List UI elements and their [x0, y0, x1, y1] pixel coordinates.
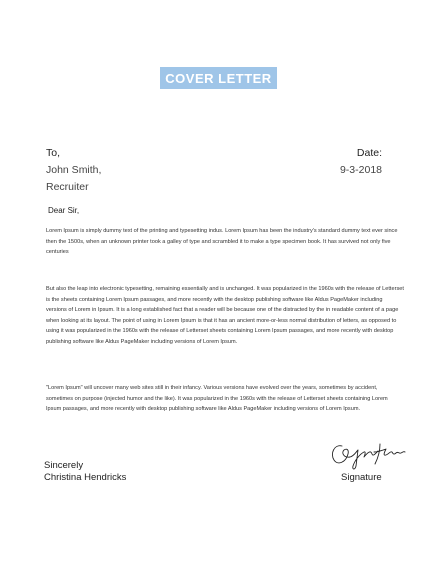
recipient-role: Recruiter — [46, 181, 89, 193]
date-label: Date: — [356, 147, 382, 159]
recipient-block — [46, 145, 101, 196]
recipient-name: John Smith, — [46, 164, 102, 176]
date-value: 9-3-2018 — [339, 164, 382, 176]
body-paragraph-1: Lorem Ipsum is simply dummy text of the printing and typesetting indus. Lorem Ipsum has been the industry's standard dummy text ever since then the 1500s, when an unknown printer took a galley of type and scrambled it to make a type specimen book. It has survived not only five centuries — [46, 228, 398, 255]
signature-label: Signature — [341, 472, 382, 483]
recipient-label: To, — [46, 147, 61, 159]
page-title: COVER LETTER — [160, 67, 277, 89]
date-block — [340, 145, 382, 179]
body-paragraph-3: "Lorem Ipsum" will uncover many web sites still in their infancy. Various versions have evolved over the years, sometimes by accident, sometimes on purpose (injected humor and the like). It was popularized in the 1960s with the release of Letterset sheets containing Lorem Ipsum passages, and more recently with desktop publishing software like Aldus PageMaker including versions of Lorem Ipsum. — [46, 385, 388, 412]
salutation: Dear Sir, — [48, 206, 80, 215]
handwritten-signature-icon — [328, 440, 406, 472]
body-paragraph-2: But also the leap into electronic typesetting, remaining essentially and is unchanged. It was popularized in the 1960s with the release of Letterset is the sheets containing Lorem Ipsum passages, and more recently with the desktop publishing software like Aldus PageMaker including versions of Lorem in Ipsum. It is a long established fact that a reader will be because one of the distracted by the in readable content of a page when looking at its layout. The point of using in Lorem Ipsum is that it has an ancient more-or-less normal distribution of letters, as opposed to using it was popularized in the 1960s with the release of Letterset sheets containing Lorem Ipsum passages, and more recently with desktop publishing software like Aldus PageMaker including versions of Lorem Ipsum. — [46, 286, 404, 345]
closing-block — [44, 460, 126, 484]
valediction: Sincerely — [44, 460, 84, 471]
sender-name: Christina Hendricks — [44, 472, 127, 483]
